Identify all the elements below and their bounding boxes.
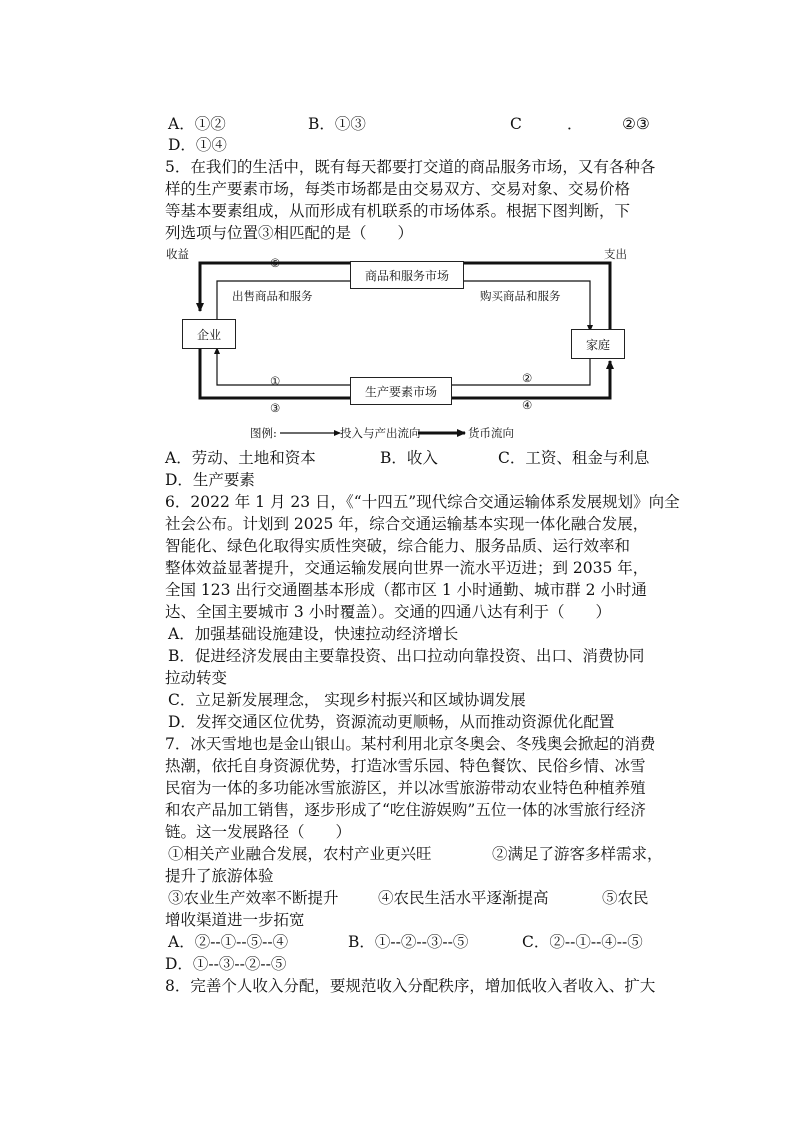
q6-line-4: 整体效益显著提升，交通运输发展向世界一流水平迈进；到 2035 年， <box>165 559 649 577</box>
q5-option-c: C．工资、租金与利息 <box>498 449 650 467</box>
family-box <box>571 329 625 359</box>
q5-option-a: A．劳动、土地和资本 <box>165 449 316 467</box>
goods-market-label: 商品和服务市场 <box>364 268 449 283</box>
q6-line-6: 达、全国主要城市 3 小时覆盖）。交通的四通八达有利于（ ） <box>165 603 611 621</box>
q7-line-4: 和农产品加工销售，逐步形成了“吃住游娱购”五位一体的冰雪旅行经济 <box>165 801 646 819</box>
q7-line-1: 7．冰天雪地也是金山银山。某村利用北京冬奥会、冬残奥会掀起的消费 <box>165 735 656 753</box>
q5-option-b: B．收入 <box>380 449 438 467</box>
q6-option-b: B．促进经济发展由主要靠投资、出口拉动向靠投资、出口、消费协同 <box>168 647 645 665</box>
q5-line-1: 5．在我们的生活中，既有每天都要打交道的商品服务市场，又有各种各 <box>165 158 656 176</box>
q4-option-a: A．①② <box>168 115 226 133</box>
q7-option-d: D．①--③--②--⑤ <box>165 955 287 973</box>
q5-line-3: 等基本要素组成，从而形成有机联系的市场体系。根据下图判断，下 <box>165 202 631 220</box>
q6-line-3: 智能化、绿色化取得实质性突破，综合能力、服务品质、运行效率和 <box>165 537 631 555</box>
legend-thin-label: 投入与产出流向 <box>340 426 421 440</box>
q5-line-2: 样的生产要素市场，每类市场都是由交易双方、交易对象、交易价格 <box>165 180 631 198</box>
label-n2: ② <box>522 371 533 385</box>
q7-line-5: 链。这一发展路径（ ） <box>165 823 352 841</box>
q7-option-c: C．②--①--④--⑤ <box>522 933 643 951</box>
goods-services-market-box <box>350 261 464 289</box>
legend-prefix: 图例: <box>250 426 277 440</box>
label-sell: 出售商品和服务 <box>232 289 313 303</box>
label-n1: ① <box>270 374 281 388</box>
label-buy: 购买商品和服务 <box>480 289 561 303</box>
label-n5: ⑤ <box>270 256 281 270</box>
q5-line-4: 列选项与位置③相匹配的是（ ） <box>165 224 414 242</box>
q6-option-d: D．发挥交通区位优势，资源流动更顺畅，从而推动资源优化配置 <box>168 713 615 731</box>
q7-item-5: ⑤农民 <box>602 889 649 907</box>
factor-market-label: 生产要素市场 <box>364 384 437 399</box>
label-n3: ③ <box>270 401 281 415</box>
label-revenue: 收益 <box>166 247 189 261</box>
q7-line-3: 民宿为一体的多功能冰雪旅游区，并以冰雪旅游带动农业特色种植养殖 <box>165 779 646 797</box>
q7-item-2: ②满足了游客多样需求， <box>492 845 663 863</box>
q4-option-c-value: ②③ <box>622 115 650 133</box>
q6-option-b-cont: 拉动转变 <box>165 669 228 687</box>
market-flow-diagram <box>160 243 640 443</box>
q6-line-2: 社会公布。计划到 2025 年，综合交通运输基本实现一体化融合发展， <box>165 515 649 533</box>
q4-option-c-dot: ． <box>567 115 583 133</box>
q7-item-4: ④农民生活水平逐渐提高 <box>378 889 549 907</box>
enterprise-box <box>182 319 236 349</box>
enterprise-label: 企业 <box>196 327 221 342</box>
q5-option-d: D．生产要素 <box>165 471 255 489</box>
label-expense: 支出 <box>604 247 627 261</box>
q4-option-c: C <box>510 115 522 133</box>
legend-thick-label: 货币流向 <box>468 426 514 440</box>
q6-option-c: C．立足新发展理念， 实现乡村振兴和区域协调发展 <box>168 691 526 709</box>
q4-option-b: B．①③ <box>308 115 366 133</box>
q7-line-2: 热潮，依托自身资源优势，打造冰雪乐园、特色餐饮、民俗乡情、冰雪 <box>165 757 646 775</box>
q7-option-a: A．②--①--⑤--④ <box>168 933 289 951</box>
family-label: 家庭 <box>585 337 610 352</box>
q6-line-1: 6．2022 年 1 月 23 日，《“十四五”现代综合交通运输体系发展规划》向全 <box>165 493 680 511</box>
factor-market-box <box>350 377 452 405</box>
q7-item-3: ③农业生产效率不断提升 <box>168 889 339 907</box>
q7-item-2-cont: 提升了旅游体验 <box>165 867 274 885</box>
q4-option-d: D．①④ <box>168 136 227 154</box>
q6-option-a: A．加强基础设施建设，快速拉动经济增长 <box>168 625 459 643</box>
label-n4: ④ <box>522 398 533 412</box>
q7-item-5-cont: 增收渠道进一步拓宽 <box>165 911 305 929</box>
q7-item-1: ①相关产业融合发展，农村产业更兴旺 <box>168 845 432 863</box>
q6-line-5: 全国 123 出行交通圈基本形成（都市区 1 小时通勤、城市群 2 小时通 <box>165 581 647 599</box>
q7-option-b: B．①--②--③--⑤ <box>348 933 469 951</box>
q8-line-1: 8．完善个人收入分配，要规范收入分配秩序，增加低收入者收入、扩大 <box>165 977 656 995</box>
